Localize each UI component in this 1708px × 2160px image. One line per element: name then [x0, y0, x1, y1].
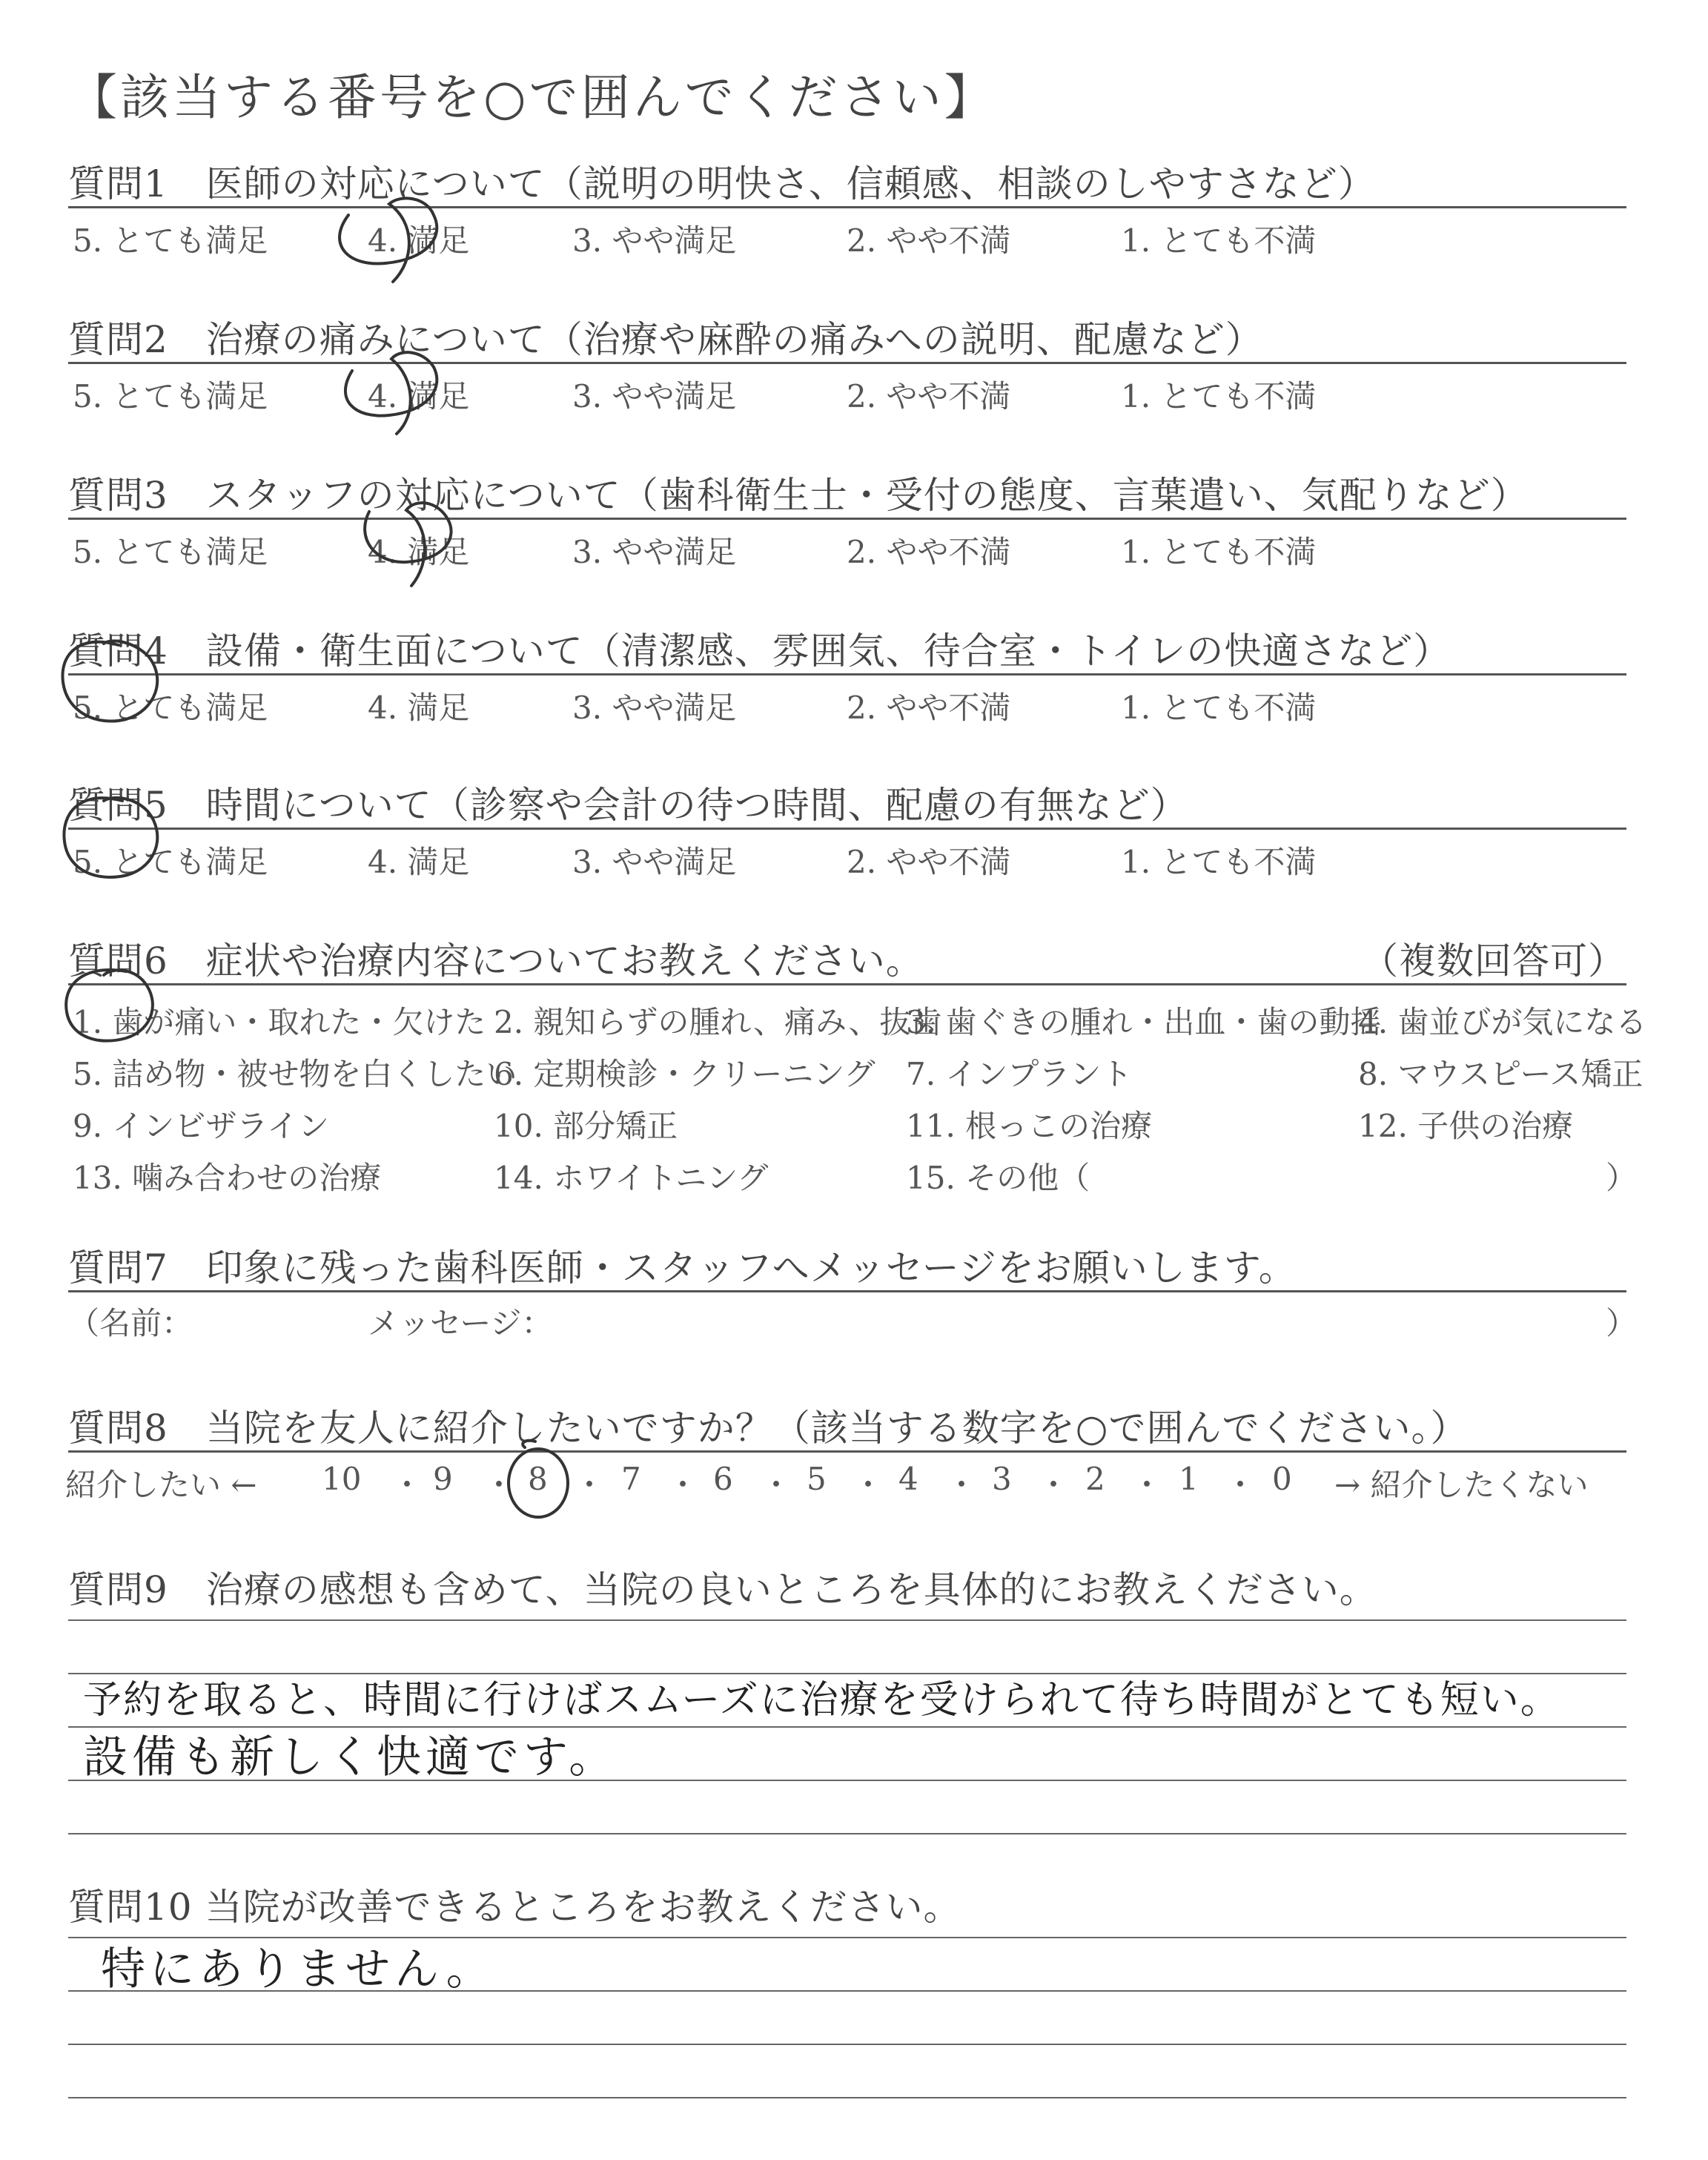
scale-0[interactable]: 0: [1272, 1461, 1292, 1497]
scale-1[interactable]: 1: [1179, 1461, 1199, 1497]
question-2-title: 質問2 治療の痛みについて（治療や麻酔の痛みへの説明、配慮など）: [68, 318, 1263, 361]
symptom-option-other[interactable]: 15. その他（: [906, 1160, 1090, 1196]
scale-2[interactable]: 2: [1085, 1461, 1105, 1497]
option-2[interactable]: 2. やや不満: [847, 534, 1011, 570]
scale-separator: ・: [667, 1467, 699, 1503]
scale-separator: ・: [853, 1467, 884, 1503]
page-title: 【該当する番号を○で囲んでください】: [68, 69, 996, 126]
recommend-right-label: → 紹介したくない: [1334, 1467, 1589, 1503]
handwritten-answer-q10-line-1: 特にありません。: [101, 1943, 495, 1995]
handwritten-answer-q9-line-1: 予約を取ると、時間に行けばスムーズに治療を受けられて待ち時間がとても短い。: [83, 1678, 1560, 1723]
option-1[interactable]: 1. とても不満: [1121, 378, 1317, 415]
option-2[interactable]: 2. やや不満: [847, 690, 1011, 726]
question-8-title: 質問8 当院を友人に紹介したいですか？（該当する数字を○で囲んでください。）: [68, 1407, 1469, 1450]
symptom-option[interactable]: 11. 根っこの治療: [906, 1108, 1153, 1144]
scale-separator: ・: [1131, 1467, 1163, 1503]
question-7-title: 質問7 印象に残った歯科医師・スタッフへメッセージをお願いします。: [68, 1246, 1297, 1289]
question-4-rule: [68, 673, 1626, 676]
question-6-title: 質問6 症状や治療内容についてお教えください。: [68, 939, 924, 982]
scale-7[interactable]: 7: [621, 1461, 641, 1497]
scale-8[interactable]: 8: [528, 1461, 548, 1497]
answer-line: [68, 2097, 1626, 2098]
option-2[interactable]: 2. やや不満: [847, 378, 1011, 415]
question-6-rule: [68, 983, 1626, 985]
recommend-left-label: 紹介したい ←: [65, 1467, 257, 1503]
symptom-option[interactable]: 6. 定期検診・クリーニング: [494, 1056, 875, 1092]
question-5-rule: [68, 828, 1626, 830]
symptom-option[interactable]: 12. 子供の治療: [1358, 1108, 1574, 1144]
scale-separator: ・: [574, 1467, 606, 1503]
question-1-rule: [68, 206, 1626, 208]
scale-separator: ・: [483, 1467, 515, 1503]
message-close-paren: ）: [1606, 1305, 1638, 1341]
symptom-option[interactable]: 9. インビザライン: [73, 1108, 330, 1144]
symptom-option[interactable]: 7. インプラント: [906, 1056, 1133, 1092]
name-label: （名前：: [68, 1305, 193, 1341]
scale-separator: ・: [1038, 1467, 1070, 1503]
question-9-title: 質問9 治療の感想も含めて、当院の良いところを具体的にお教えください。: [68, 1568, 1377, 1611]
symptom-option[interactable]: 13. 噛み合わせの治療: [73, 1160, 382, 1196]
question-3-rule: [68, 518, 1626, 520]
question-7-rule: [68, 1290, 1626, 1292]
question-4-title: 質問4 設備・衛生面について（清潔感、雰囲気、待合室・トイレの快適さなど）: [68, 630, 1452, 673]
symptom-option[interactable]: 10. 部分矯正: [494, 1108, 678, 1144]
scale-4[interactable]: 4: [898, 1461, 918, 1497]
option-4[interactable]: 4. 満足: [368, 378, 470, 415]
option-5[interactable]: 5. とても満足: [73, 690, 268, 726]
option-3[interactable]: 3. やや満足: [572, 222, 737, 259]
symptom-option[interactable]: 1. 歯が痛い・取れた・欠けた: [73, 1004, 486, 1040]
answer-line: [68, 1833, 1626, 1834]
handwritten-answer-q9-line-2: 設備も新しく快適です。: [83, 1731, 618, 1783]
question-1-title: 質問1 医師の対応について（説明の明快さ、信頼感、相談のしやすさなど）: [68, 162, 1376, 205]
scale-separator: ・: [1225, 1467, 1257, 1503]
symptom-option[interactable]: 14. ホワイトニング: [494, 1160, 769, 1196]
option-5[interactable]: 5. とても満足: [73, 378, 268, 415]
other-close-paren: ）: [1606, 1160, 1638, 1196]
symptom-option[interactable]: 4. 歯並びが気になる: [1358, 1004, 1647, 1040]
option-4[interactable]: 4. 満足: [368, 534, 470, 570]
option-4[interactable]: 4. 満足: [368, 844, 470, 880]
question-6-note: （複数回答可）: [1361, 939, 1626, 982]
scale-6[interactable]: 6: [713, 1461, 733, 1497]
option-1[interactable]: 1. とても不満: [1121, 690, 1317, 726]
option-5[interactable]: 5. とても満足: [73, 534, 268, 570]
scale-5[interactable]: 5: [807, 1461, 827, 1497]
symptom-option[interactable]: 5. 詰め物・被せ物を白くしたい: [73, 1056, 517, 1092]
option-3[interactable]: 3. やや満足: [572, 378, 737, 415]
symptom-option[interactable]: 8. マウスピース矯正: [1358, 1056, 1644, 1092]
question-2-rule: [68, 362, 1626, 364]
scale-9[interactable]: 9: [433, 1461, 453, 1497]
option-1[interactable]: 1. とても不満: [1121, 534, 1317, 570]
question-8-rule: [68, 1450, 1626, 1453]
scale-separator: ・: [391, 1467, 423, 1503]
option-4[interactable]: 4. 満足: [368, 222, 470, 259]
question-10-title: 質問10 当院が改善できるところをお教えください。: [68, 1886, 961, 1929]
option-2[interactable]: 2. やや不満: [847, 222, 1011, 259]
option-1[interactable]: 1. とても不満: [1121, 222, 1317, 259]
message-label: メッセージ：: [368, 1305, 553, 1341]
scale-separator: ・: [946, 1467, 978, 1503]
option-1[interactable]: 1. とても不満: [1121, 844, 1317, 880]
option-4[interactable]: 4. 満足: [368, 690, 470, 726]
option-2[interactable]: 2. やや不満: [847, 844, 1011, 880]
option-5[interactable]: 5. とても満足: [73, 222, 268, 259]
answer-line: [68, 2044, 1626, 2045]
question-5-title: 質問5 時間について（診察や会計の待つ時間、配慮の有無など）: [68, 784, 1188, 827]
scale-separator: ・: [761, 1467, 792, 1503]
question-3-title: 質問3 スタッフの対応について（歯科衛生士・受付の態度、言葉遣い、気配りなど）: [68, 474, 1529, 517]
option-3[interactable]: 3. やや満足: [572, 690, 737, 726]
symptom-option[interactable]: 2. 親知らずの腫れ、痛み、抜歯: [494, 1004, 942, 1040]
symptom-option[interactable]: 3. 歯ぐきの腫れ・出血・歯の動揺: [906, 1004, 1382, 1040]
scale-3[interactable]: 3: [992, 1461, 1012, 1497]
option-5[interactable]: 5. とても満足: [73, 844, 268, 880]
option-3[interactable]: 3. やや満足: [572, 844, 737, 880]
answer-line: [68, 1619, 1626, 1621]
scale-10[interactable]: 10: [322, 1461, 362, 1497]
option-3[interactable]: 3. やや満足: [572, 534, 737, 570]
